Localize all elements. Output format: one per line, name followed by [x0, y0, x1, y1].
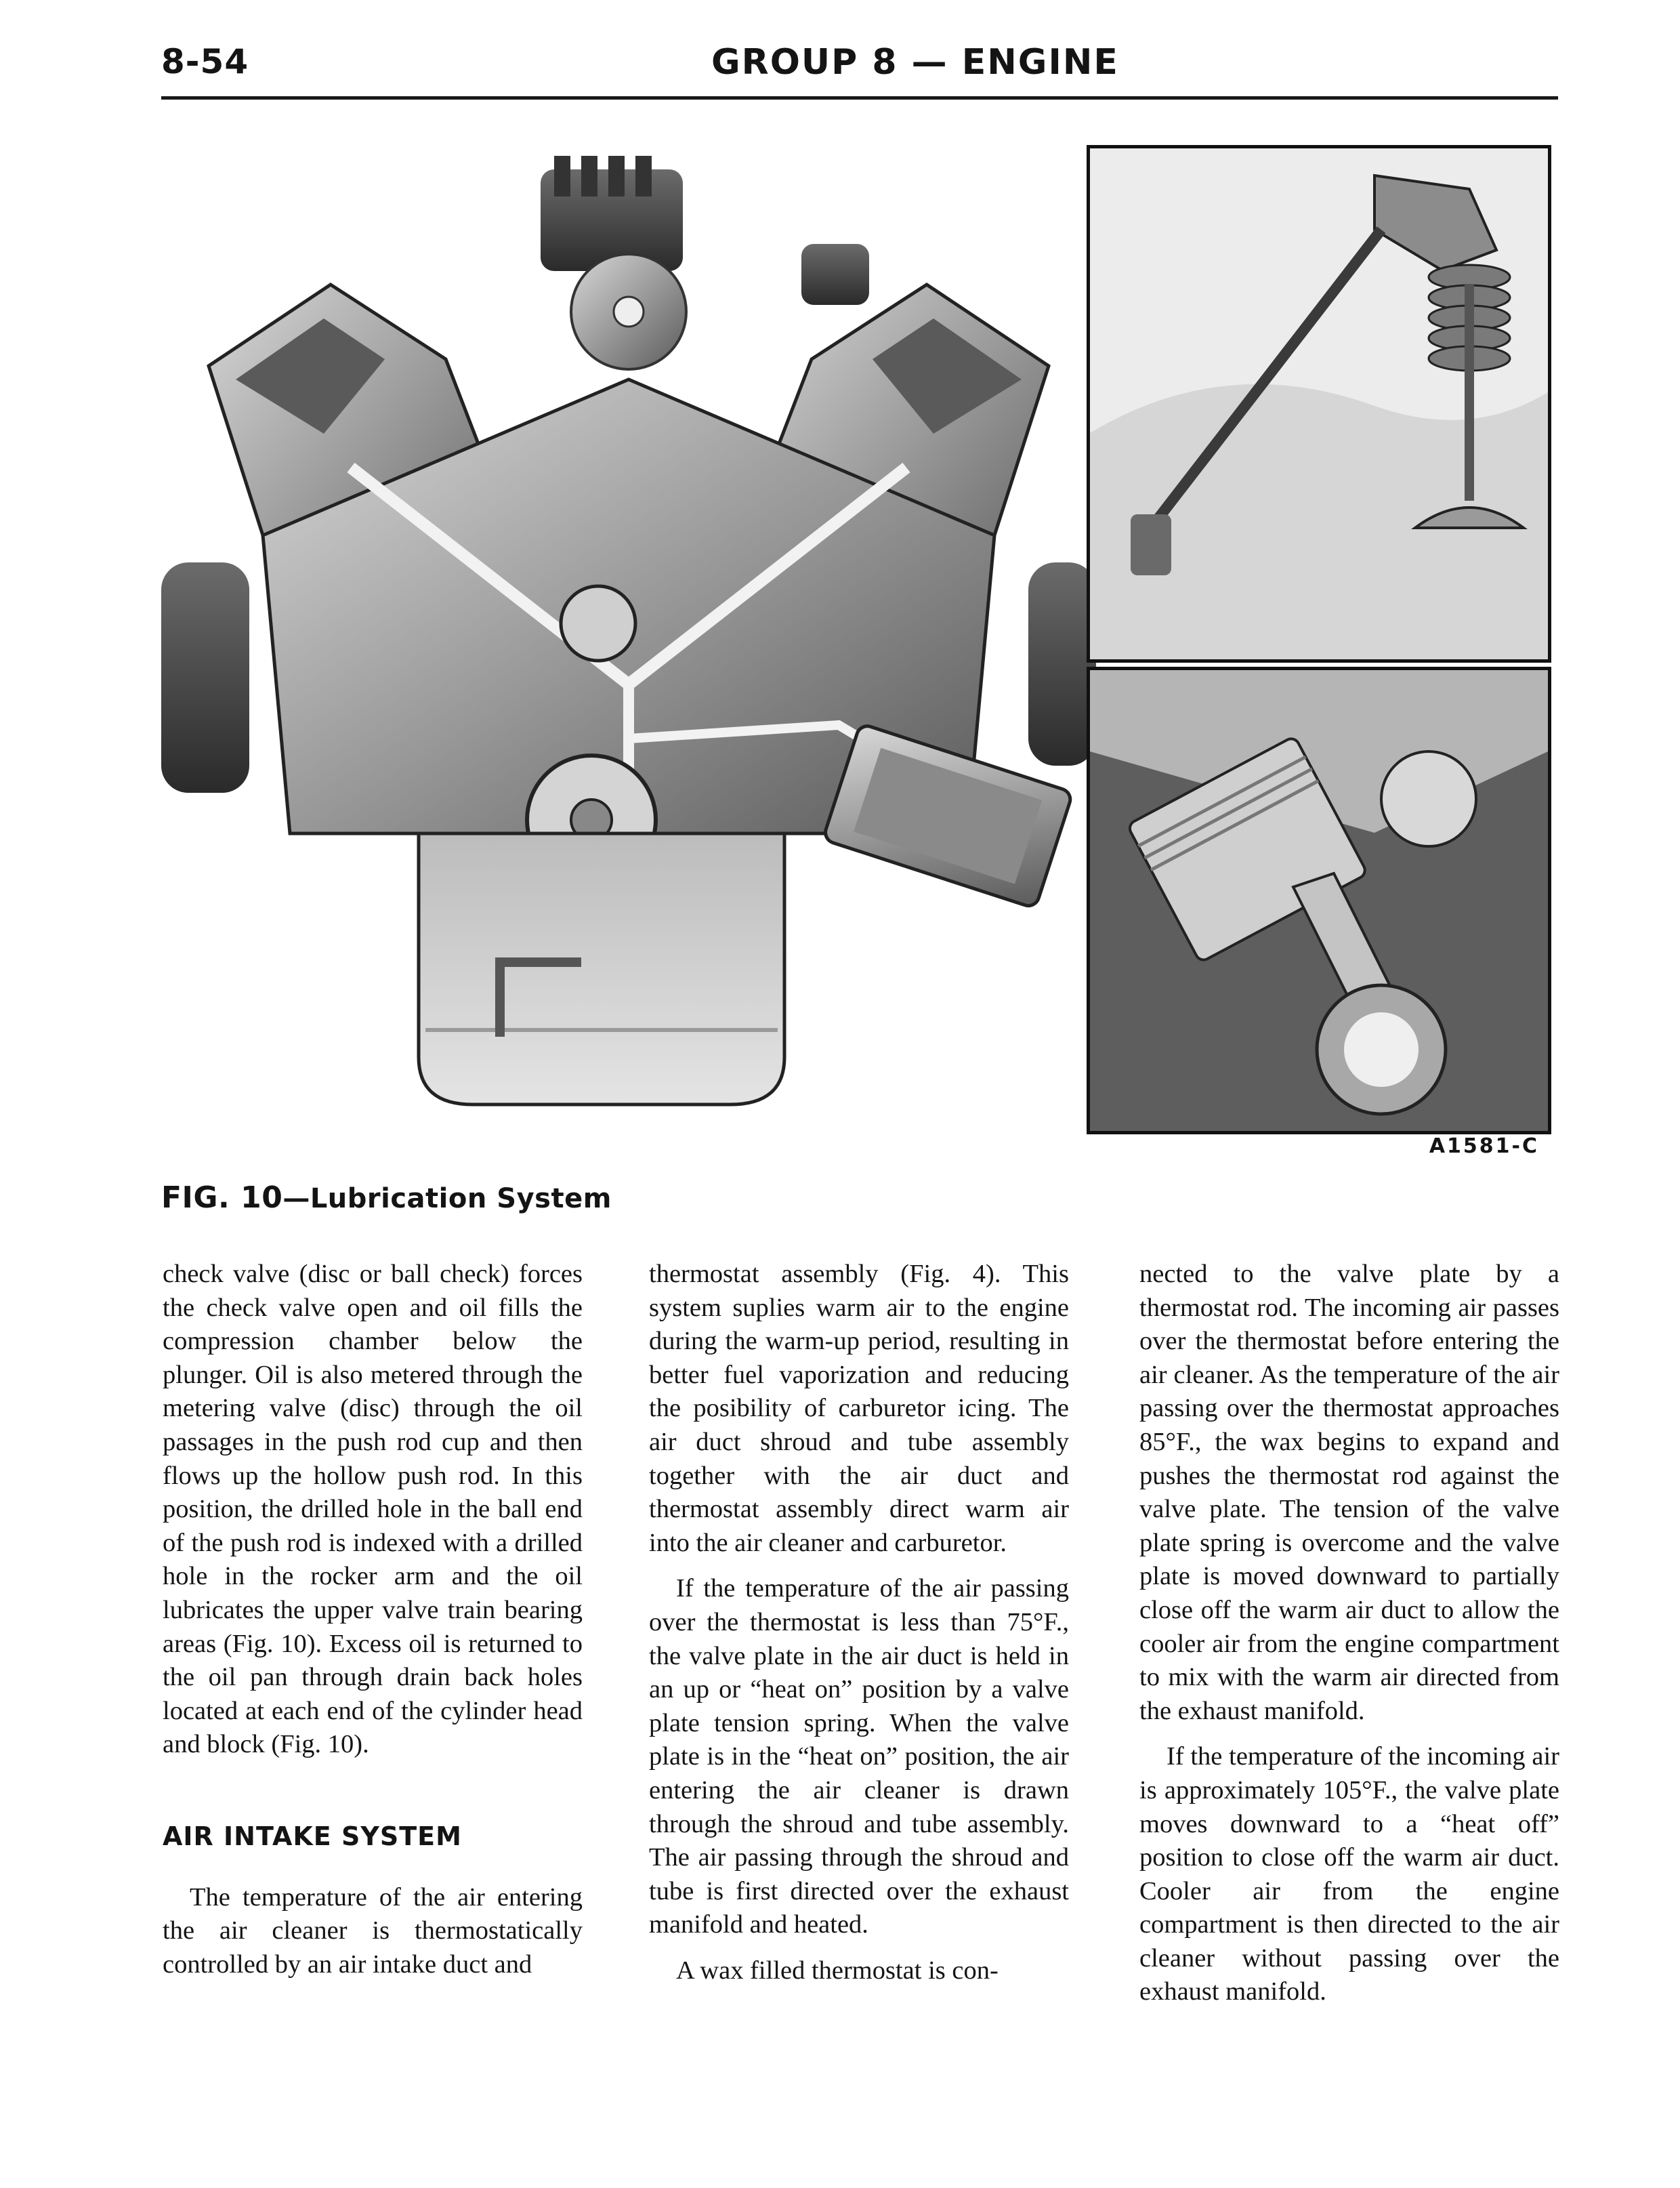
text-column-2	[649, 1258, 1069, 1987]
lubrication-figure	[161, 136, 1558, 1158]
caption-fig-number: FIG. 10	[161, 1180, 283, 1215]
text-column-1	[163, 1258, 583, 1981]
column2-paragraph-3: A wax filled thermostat is con-	[676, 1956, 999, 1985]
column1-paragraph-2: The temperature of the air entering the air cleaner is thermostatically controlled by an air intake duct and	[163, 1882, 583, 1979]
piston-rod-inset	[1087, 667, 1551, 1134]
column2-paragraph-2: If the temperature of the air passing over the thermostat is less than 75°F., the valve plate in the air duct is held in an up or “heat on” position by a valve plate tension spring. When the valve plate is in the “heat on” position, the air entering the air cleaner is drawn through the shroud and tube assembly. The air passing through the shroud and tube is first directed over the exhaust manifold and heated.	[649, 1574, 1069, 1939]
column1-paragraph-1: check valve (disc or ball check) forces the check valve open and oil fills the compression chamber below the plunger. Oil is also metered through the metering valve (disc) through the oil passages in the push rod cup and then flows up the hollow push rod. In this position, the drilled hole in the ball end of the push rod is indexed with a drilled hole in the rocker arm and the oil lubricates the upper valve train bearing areas (Fig. 10). Excess oil is returned to the oil pan through drain back holes located at each end of the cylinder head and block (Fig. 10).	[163, 1260, 583, 1759]
engine-cutaway-illustration	[161, 156, 1096, 1118]
rocker-arm-illustration	[1090, 148, 1548, 659]
rocker-arm-inset	[1087, 145, 1551, 663]
caption-title: —Lubrication System	[282, 1183, 612, 1214]
text-column-3	[1139, 1258, 1559, 2009]
figure-caption	[161, 1180, 612, 1215]
column3-paragraph-1: nected to the valve plate by a thermostat rod. The incoming air passes over the thermostat before entering the air cleaner. As the temperature of the air passing over the thermostat approaches 85°F., the wax begins to expand and pushes the thermostat rod against the valve plate. The tension of the valve plate spring is overcome and the valve plate is moved downward to partially close off the warm air duct to allow the cooler air from the engine compartment to mix with the warm air directed from the exhaust manifold.	[1139, 1260, 1559, 1725]
header-rule	[161, 96, 1558, 100]
column2-paragraph-1: thermostat assembly (Fig. 4). This system suplies warm air to the engine during the warm-up period, resulting in better fuel vaporization and reducing the posibility of carburetor icing. The air duct shroud and tube assembly together with the air duct and thermostat assembly direct warm air into the air cleaner and carburetor.	[649, 1260, 1069, 1557]
piston-rod-illustration	[1090, 670, 1548, 1131]
figure-code: A1581-C	[1429, 1134, 1539, 1158]
group-title: GROUP 8 — ENGINE	[711, 42, 1119, 83]
column3-paragraph-2: If the temperature of the incoming air is approximately 105°F., the valve plate moves downward to a “heat off” position to close off the warm air duct. Cooler air from the engine compartment is then directed to the air cleaner without passing over the exhaust manifold.	[1139, 1742, 1559, 2006]
page-number: 8-54	[161, 42, 249, 81]
section-heading-air-intake: AIR INTAKE SYSTEM	[163, 1821, 462, 1851]
page-header	[0, 0, 1680, 108]
